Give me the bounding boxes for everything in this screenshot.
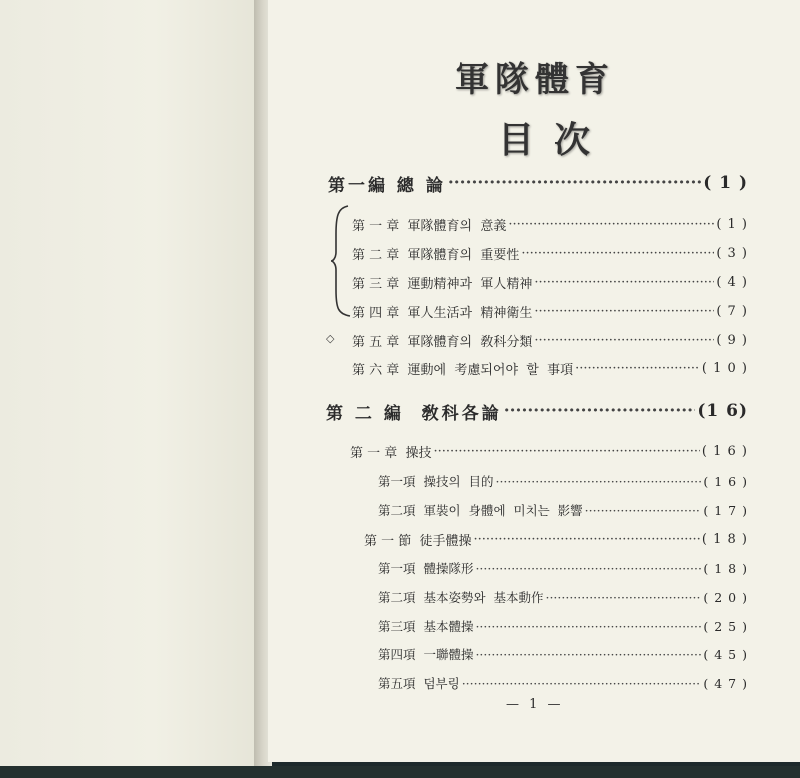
toc-entry-label: 第 一 節 徒手體操 [364,533,472,549]
toc-leader-dots [534,333,714,348]
toc-entry-page: ( 1 ) [703,173,748,193]
toc-entry [352,213,748,235]
toc-entry-label: 第二項 軍裝이 身體에 미치는 影響 [378,503,583,518]
toc-entry-label: 第 六 章 運動에 考慮되어야 할 事項 [352,362,574,378]
book-cover-edge [0,766,800,778]
toc-entry-page: ( 3 ) [716,245,748,261]
book-title: 軍隊體育 [455,60,615,100]
toc-entry [350,440,748,462]
toc-entry-label: 第 二 編 敎科各論 [326,403,502,424]
toc-entry [378,586,748,608]
toc-entry [378,643,748,665]
toc-entry-page: ( 1 6 ) [703,473,748,489]
toc-leader-dots [508,217,714,232]
toc-leader-dots [495,474,701,489]
toc-leader-dots [534,275,714,290]
toc-entry-label: 第 一 章 操技 [350,445,432,461]
toc-entry-label: 第二項 基本姿勢와 基本動作 [378,590,544,605]
toc-entry-page: ( 4 5 ) [703,646,748,662]
toc-entry-page: ( 1 8 ) [703,560,748,576]
toc-leader-dots [474,532,700,547]
toc-entry-label: 第一編 總 論 [328,175,446,196]
toc-leader-dots [521,246,714,261]
toc-entry-page: ( 4 ) [716,274,748,290]
page-number: — 1 — [506,697,564,712]
toc-entry [352,329,748,351]
toc-entry [378,557,748,579]
toc-entry-page: ( 4 7 ) [703,675,748,691]
toc-entry-page: ( 1 7 ) [703,502,748,518]
toc-entry-label: 第 三 章 運動精神과 軍人精神 [352,276,533,292]
toc-entry-label: 第 四 章 軍人生活과 精神衛生 [352,305,533,321]
toc-leader-dots [534,304,714,319]
toc-entry-label: 第四項 一聯體操 [378,647,474,662]
toc-leader-dots [475,561,701,576]
toc-leader-dots [504,401,696,421]
toc-entry-page: ( 2 5 ) [703,618,748,634]
toc-entry-page: ( 2 0 ) [703,589,748,605]
toc-entry-label: 第三項 基本體操 [378,619,474,634]
toc-entry [378,615,748,637]
toc-leader-dots [545,590,701,605]
margin-mark: ◇ [326,332,335,345]
toc-leader-dots [475,647,701,662]
toc-entry-page: (1 6) [697,401,748,421]
toc-entry-label: 第一項 體操隊形 [378,561,474,576]
toc-entry-page: ( 1 6 ) [701,443,748,459]
toc-leader-dots [585,503,702,518]
toc-entry-page: ( 1 0 ) [701,360,748,376]
bracket-mark [330,204,352,318]
toc-entry-label: 第一項 操技의 目的 [378,474,494,489]
toc-entry-page: ( 7 ) [716,303,748,319]
toc-entry-page: ( 1 8 ) [701,531,748,547]
toc-leader-dots [575,361,700,376]
left-page [0,0,258,770]
toc-entry [328,172,748,194]
toc-entry [378,470,748,492]
toc-entry [378,499,748,521]
toc-entry [378,672,748,694]
toc-leader-dots [448,173,701,193]
toc-entry [326,400,748,422]
toc-entry-label: 第五項 덤부링 [378,676,460,691]
toc-entry-label: 第 一 章 軍隊體育의 意義 [352,218,507,234]
toc-leader-dots [462,676,702,691]
toc-entry-label: 第 五 章 軍隊體育의 敎科分類 [352,334,533,350]
toc-entry [352,242,748,264]
toc-entry-page: ( 9 ) [716,332,748,348]
toc-entry [352,300,748,322]
toc-entry [352,357,748,379]
toc-entry-label: 第 二 章 軍隊體育의 重要性 [352,247,520,263]
toc-entry [352,271,748,293]
toc-heading: 目次 [498,119,611,161]
toc-leader-dots [475,619,701,634]
toc-entry [364,528,748,550]
toc-leader-dots [434,444,700,459]
toc-entry-page: ( 1 ) [716,216,748,232]
